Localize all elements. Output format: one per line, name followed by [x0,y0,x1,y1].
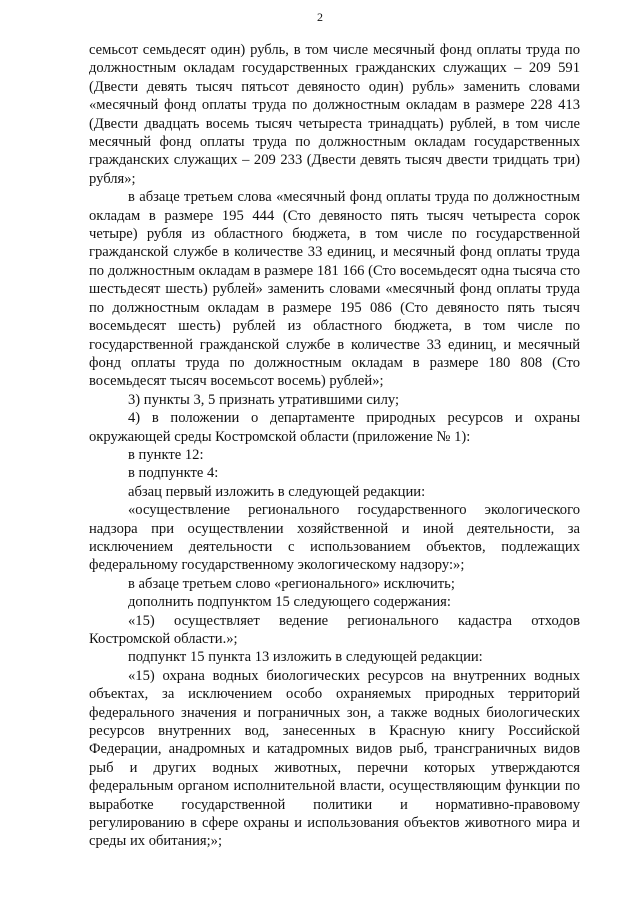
paragraph-quote-cadastre: «15) осуществляет ведение регионального кадастра отходов Костромской области.»; [89,612,580,647]
paragraph-continuation-fund: семьсот семьдесят один) рубль, в том числе месячный фонд оплаты труда по должностным окладам государственных гражданских служащих – 209 591 (Двести девять тысяч пятьсот девяносто один) рубль» заменить словами «месячный фонд оплаты труда по должностным окладам в размере 228 413 (Двести двадцать восемь тысяч четыреста тринадцать) рублей, в том числе месячный фонд оплаты труда по должностным окладам государственных гражданских служащих – 209 233 (Двести девять тысяч двести тридцать три) рубля»; [89,42,580,187]
paragraph-item-3: 3) пункты 3, 5 признать утратившими силу; [128,391,400,408]
paragraph-quote-supervision: «осуществление регионального государственного экологического надзора при осуществлении хозяйственной и иной деятельности, за исключением деятельности с использованием объектов, подлежащих федеральному государственному экологическому надзору:»; [89,502,580,574]
document-body [89,41,580,851]
paragraph-quote-water-resources: «15) охрана водных биологических ресурсов на внутренних водных объектах, за исключением особо охраняемых природных территорий федерального значения и пограничных зон, а также водных биологических ресурсов внутренних вод, занесенных в Красную книгу Российской Федерации, анадромных и катадромных видов рыб, трансграничных видов рыб и других водных животных, перечни которых утверждаются федеральным органом исполнительной власти, осуществляющим функции по выработке государственной политики и нормативно-правовому регулированию в сфере охраны и использования объектов животного мира и среды их обитания;»; [89,667,580,850]
paragraph-first-abzac: абзац первый изложить в следующей редакции: [128,483,426,500]
page-number: 2 [317,10,323,24]
paragraph-item-4: 4) в положении о департаменте природных ресурсов и охраны окружающей среды Костромской области (приложение № 1): [89,410,580,445]
paragraph-add-subpoint-15: дополнить подпунктом 15 следующего содержания: [128,594,451,611]
paragraph-third-abzac-fund: в абзаце третьем слова «месячный фонд оплаты труда по должностным окладам в размере 195 444 (Сто девяносто пять тысяч четыреста сорок четыре) рубля из областного бюджета, в том числе по государственной гражданской службе в количестве 33 единиц, и месячный фонд оплаты труда по должностным окладам в размере 181 166 (Сто восемьдесят одна тысяча сто шестьдесят шесть) рублей» заменить словами «месячный фонд оплаты труда по должностным окладам в размере 195 086 (Сто девяносто пять тысяч восемьдесят шесть) рублей из областного бюджета, в том числе по государственной гражданской службе в количестве 33 единиц, и месячный фонд оплаты труда по должностным окладам в размере 180 808 (Сто восемьдесят тысяч восемьсот восемь) рублей»; [89,189,580,390]
paragraph-point-12: в пункте 12: [128,446,204,463]
paragraph-subpoint-15-point-13: подпункт 15 пункта 13 изложить в следующей редакции: [128,649,483,666]
paragraph-third-abzac-word: в абзаце третьем слово «регионального» исключить; [128,575,455,592]
paragraph-subpoint-4: в подпункте 4: [128,465,219,482]
